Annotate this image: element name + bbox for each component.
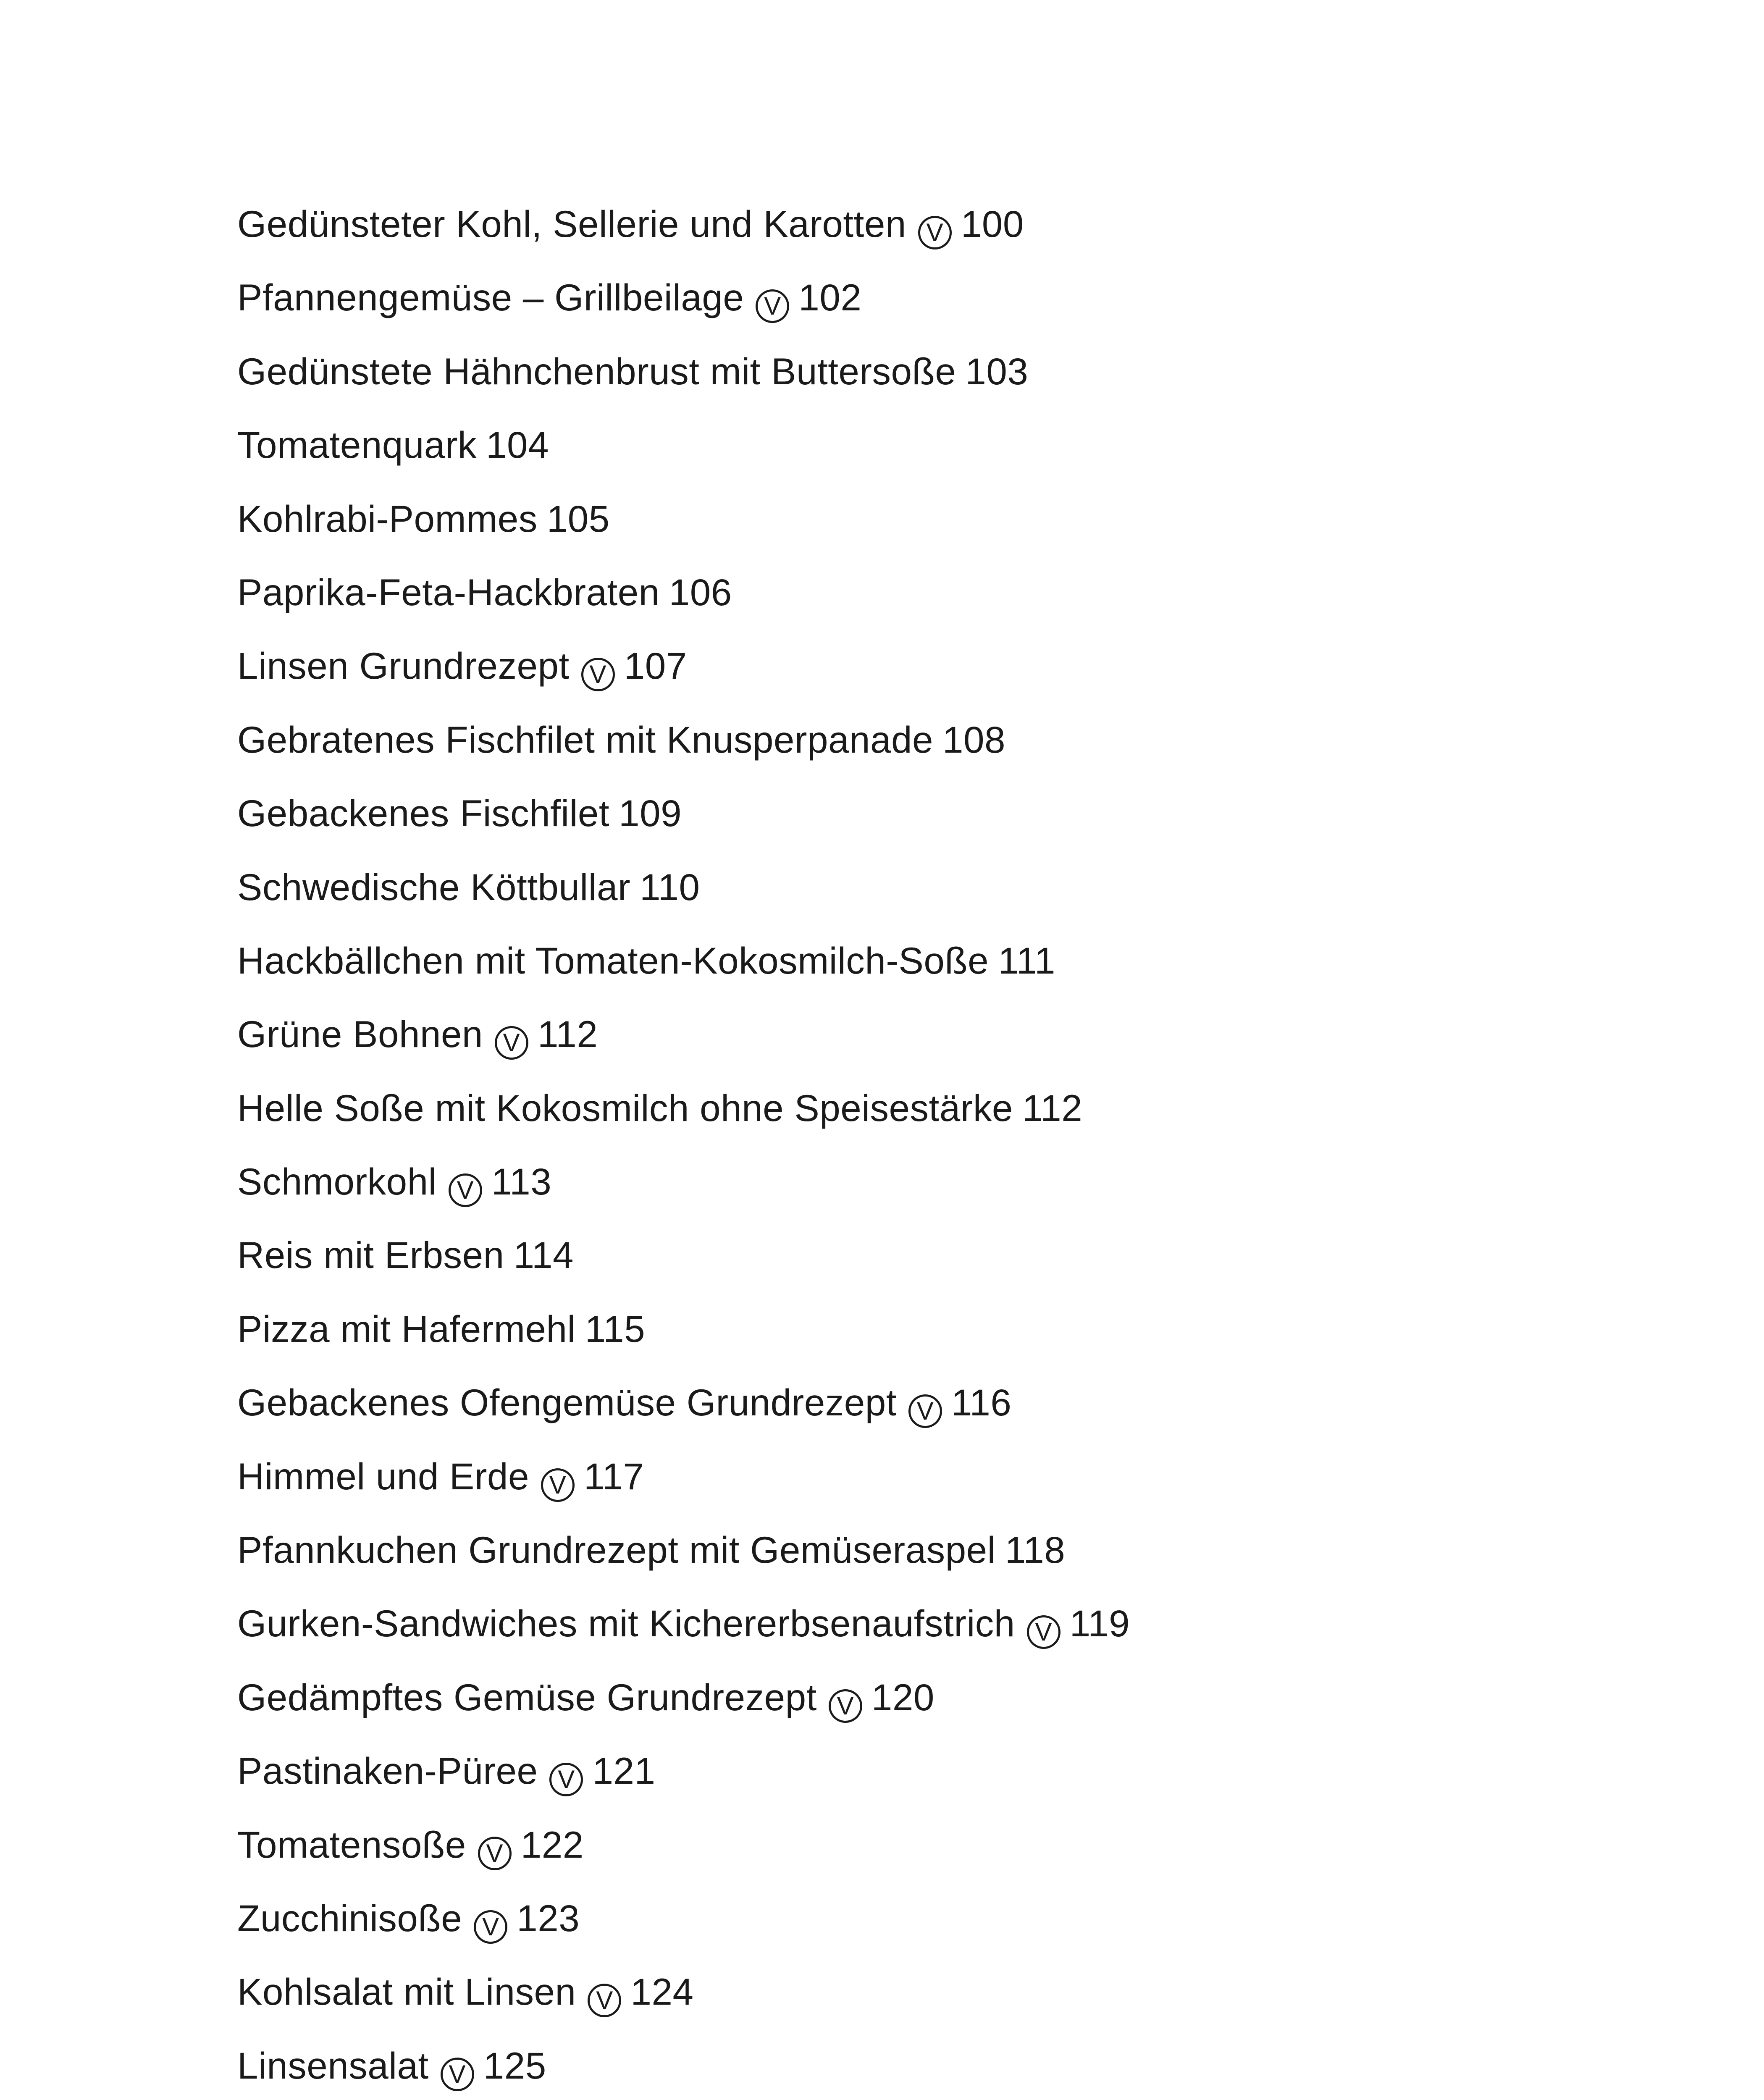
page-number: 123 bbox=[517, 1897, 580, 1939]
page-number: 110 bbox=[640, 866, 700, 908]
recipe-title: Schwedische Köttbullar bbox=[237, 866, 631, 908]
vegan-icon: V bbox=[474, 1910, 507, 1944]
vegan-icon: V bbox=[441, 2058, 474, 2091]
page-number: 118 bbox=[1005, 1529, 1066, 1571]
recipe-title: Tomatensoße bbox=[237, 1823, 466, 1866]
toc-entry[interactable] bbox=[237, 1887, 1130, 1960]
toc-entry[interactable] bbox=[237, 1076, 1130, 1150]
toc-entry[interactable] bbox=[237, 413, 1130, 487]
table-of-contents bbox=[237, 192, 1130, 2100]
vegan-icon: V bbox=[478, 1837, 512, 1870]
toc-entry[interactable] bbox=[237, 1960, 1130, 2034]
recipe-title: Himmel und Erde bbox=[237, 1455, 530, 1497]
recipe-title: Pfannengemüse – Grillbeilage bbox=[237, 276, 744, 319]
toc-entry[interactable] bbox=[237, 266, 1130, 339]
recipe-title: Tomatenquark bbox=[237, 424, 477, 466]
page-number: 111 bbox=[998, 939, 1055, 982]
page-number: 100 bbox=[961, 203, 1024, 245]
recipe-title: Paprika-Feta-Hackbraten bbox=[237, 571, 660, 613]
recipe-title: Gebackenes Fischfilet bbox=[237, 792, 610, 835]
toc-entry[interactable] bbox=[237, 782, 1130, 855]
vegan-icon: V bbox=[918, 216, 952, 249]
page-number: 121 bbox=[592, 1750, 656, 1792]
vegan-icon: V bbox=[449, 1173, 482, 1207]
page-number: 109 bbox=[619, 792, 682, 835]
toc-entry[interactable] bbox=[237, 561, 1130, 634]
recipe-title: Kohlrabi-Pommes bbox=[237, 497, 538, 540]
page-number: 114 bbox=[513, 1234, 574, 1276]
toc-entry[interactable] bbox=[237, 1739, 1130, 1813]
page-number: 102 bbox=[798, 276, 862, 319]
toc-entry[interactable] bbox=[237, 1150, 1130, 1223]
toc-entry[interactable] bbox=[237, 1223, 1130, 1297]
page-number: 113 bbox=[491, 1160, 552, 1203]
page-number: 120 bbox=[871, 1676, 934, 1718]
vegan-icon: V bbox=[588, 1984, 621, 2017]
toc-entry[interactable] bbox=[237, 708, 1130, 782]
page-number: 119 bbox=[1069, 1602, 1130, 1645]
recipe-title: Zucchinisoße bbox=[237, 1897, 462, 1939]
recipe-title: Pastinaken-Püree bbox=[237, 1750, 538, 1792]
page-number: 125 bbox=[483, 2044, 546, 2087]
toc-entry[interactable] bbox=[237, 487, 1130, 561]
page-number: 112 bbox=[1022, 1087, 1083, 1129]
vegan-icon: V bbox=[829, 1689, 862, 1723]
toc-entry[interactable] bbox=[237, 634, 1130, 708]
toc-entry[interactable] bbox=[237, 1592, 1130, 1665]
page-number: 106 bbox=[669, 571, 732, 613]
recipe-title: Grüne Bohnen bbox=[237, 1013, 483, 1055]
vegan-icon: V bbox=[541, 1468, 575, 1502]
toc-entry[interactable] bbox=[237, 1666, 1130, 1739]
toc-entry[interactable] bbox=[237, 1003, 1130, 1076]
recipe-title: Gedünstete Hähnchenbrust mit Buttersoße bbox=[237, 350, 956, 392]
recipe-title: Schmorkohl bbox=[237, 1160, 437, 1203]
page-number: 104 bbox=[486, 424, 549, 466]
toc-entry[interactable] bbox=[237, 2034, 1130, 2100]
toc-entry[interactable] bbox=[237, 929, 1130, 1003]
page-number: 105 bbox=[546, 497, 610, 540]
recipe-title: Reis mit Erbsen bbox=[237, 1234, 504, 1276]
recipe-title: Linsen Grundrezept bbox=[237, 645, 570, 687]
vegan-icon: V bbox=[1027, 1615, 1060, 1649]
toc-entry[interactable] bbox=[237, 340, 1130, 413]
recipe-title: Gedämpftes Gemüse Grundrezept bbox=[237, 1676, 817, 1718]
vegan-icon: V bbox=[756, 289, 789, 323]
recipe-title: Hackbällchen mit Tomaten-Kokosmilch-Soße bbox=[237, 939, 989, 982]
page-number: 116 bbox=[951, 1381, 1012, 1424]
vegan-icon: V bbox=[549, 1763, 583, 1796]
toc-entry[interactable] bbox=[237, 1445, 1130, 1518]
recipe-title: Gurken-Sandwiches mit Kichererbsenaufstrich bbox=[237, 1602, 1015, 1645]
toc-entry[interactable] bbox=[237, 192, 1130, 266]
recipe-title: Helle Soße mit Kokosmilch ohne Speisestärke bbox=[237, 1087, 1013, 1129]
vegan-icon: V bbox=[908, 1394, 942, 1428]
vegan-icon: V bbox=[581, 658, 615, 691]
page-number: 107 bbox=[624, 645, 687, 687]
toc-entry[interactable] bbox=[237, 1518, 1130, 1592]
page-number: 117 bbox=[584, 1455, 644, 1497]
page-number: 124 bbox=[630, 1971, 694, 2013]
toc-entry[interactable] bbox=[237, 856, 1130, 929]
toc-entry[interactable] bbox=[237, 1813, 1130, 1887]
toc-entry[interactable] bbox=[237, 1297, 1130, 1371]
toc-entry[interactable] bbox=[237, 1371, 1130, 1444]
recipe-title: Gedünsteter Kohl, Sellerie und Karotten bbox=[237, 203, 906, 245]
vegan-icon: V bbox=[495, 1026, 528, 1060]
recipe-title: Gebratenes Fischfilet mit Knusperpanade bbox=[237, 718, 934, 761]
page-number: 115 bbox=[585, 1307, 646, 1350]
page-number: 103 bbox=[965, 350, 1029, 392]
page-number: 122 bbox=[520, 1823, 584, 1866]
page-number: 112 bbox=[537, 1013, 598, 1055]
page-number: 108 bbox=[942, 718, 1006, 761]
recipe-title: Pfannkuchen Grundrezept mit Gemüseraspel bbox=[237, 1529, 996, 1571]
recipe-title: Kohlsalat mit Linsen bbox=[237, 1971, 576, 2013]
recipe-title: Gebackenes Ofengemüse Grundrezept bbox=[237, 1381, 897, 1424]
recipe-title: Pizza mit Hafermehl bbox=[237, 1307, 576, 1350]
recipe-title: Linsensalat bbox=[237, 2044, 429, 2087]
